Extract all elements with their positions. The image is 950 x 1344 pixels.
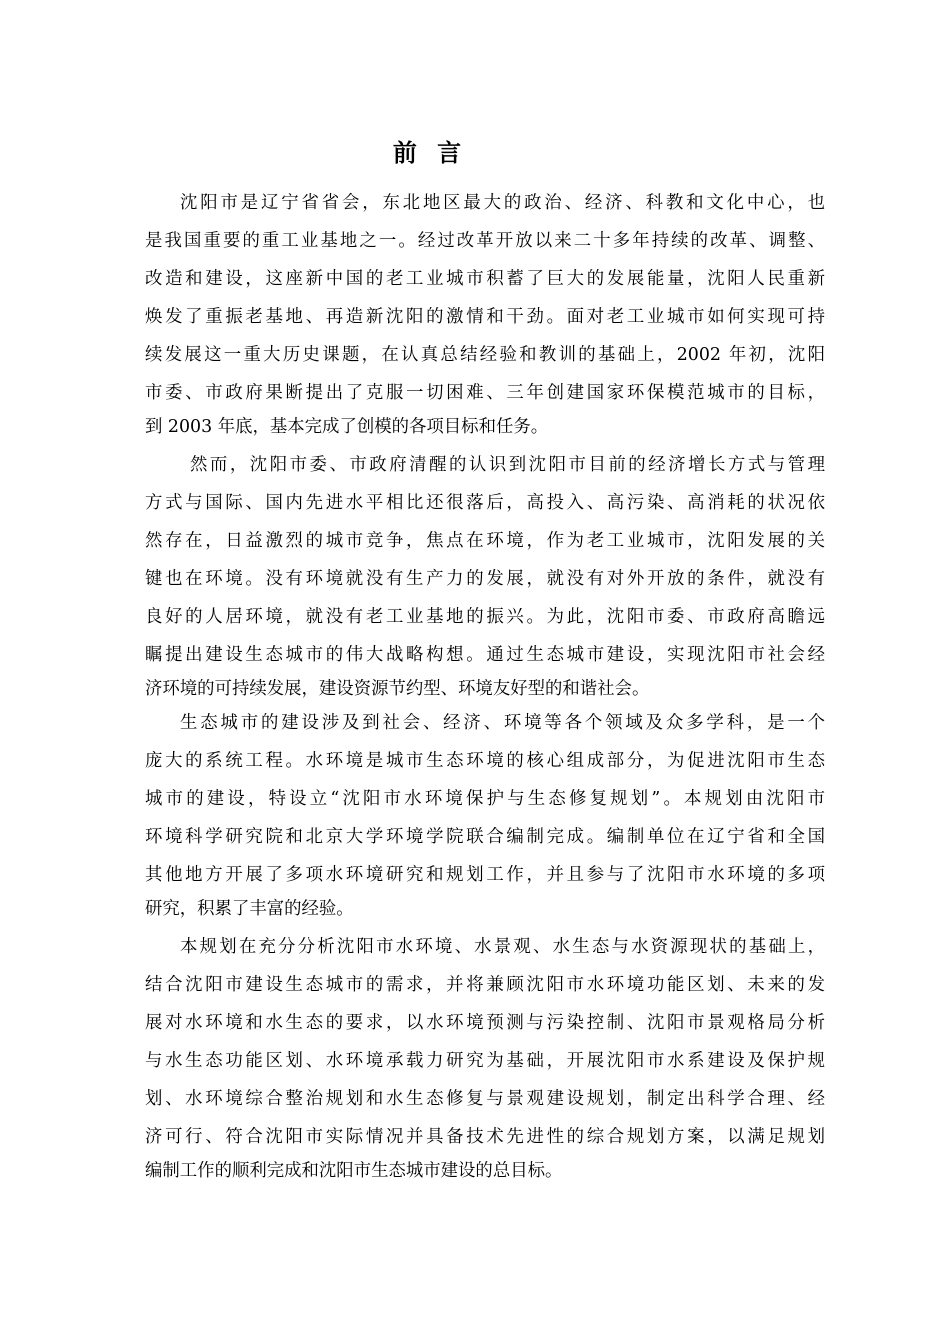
text-line: 沈阳市是辽宁省省会，东北地区最大的政治、经济、科教和文化中心，也 bbox=[180, 193, 825, 213]
text-line: 划、水环境综合整治规划和水生态修复与景观建设规划，制定出科学合理、经 bbox=[145, 1089, 825, 1109]
text-line: 结合沈阳市建设生态城市的需求，并将兼顾沈阳市水环境功能区划、未来的发 bbox=[145, 975, 825, 995]
page-title: 前 言 bbox=[392, 139, 468, 167]
text-line: 改造和建设，这座新中国的老工业城市积蓄了巨大的发展能量，沈阳人民重新 bbox=[145, 269, 825, 289]
text-line: 编制工作的顺利完成和沈阳市生态城市建设的总目标。 bbox=[145, 1161, 563, 1181]
text-line: 研究，积累了丰富的经验。 bbox=[145, 899, 354, 919]
text-line: 方式与国际、国内先进水平相比还很落后，高投入、高污染、高消耗的状况依 bbox=[145, 493, 825, 513]
text-line: 瞩提出建设生态城市的伟大战略构想。通过生态城市建设，实现沈阳市社会经 bbox=[145, 645, 825, 665]
text-line: 展对水环境和水生态的要求，以水环境预测与污染控制、沈阳市景观格局分析 bbox=[145, 1013, 825, 1033]
text-line: 键也在环境。没有环境就没有生产力的发展，就没有对外开放的条件，就没有 bbox=[145, 569, 825, 589]
text-line: 生态城市的建设涉及到社会、经济、环境等各个领域及众多学科，是一个 bbox=[180, 713, 825, 733]
text-line: 续发展这一重大历史课题，在认真总结经验和教训的基础上，2002 年初，沈阳 bbox=[145, 345, 825, 365]
text-line: 与水生态功能区划、水环境承载力研究为基础，开展沈阳市水系建设及保护规 bbox=[145, 1051, 825, 1071]
text-line: 庞大的系统工程。水环境是城市生态环境的核心组成部分，为促进沈阳市生态 bbox=[145, 751, 825, 771]
text-line: 到 2003 年底，基本完成了创模的各项目标和任务。 bbox=[145, 417, 549, 437]
text-line: 济环境的可持续发展，建设资源节约型、环境友好型的和谐社会。 bbox=[145, 679, 650, 699]
text-line: 良好的人居环境，就没有老工业基地的振兴。为此，沈阳市委、市政府高瞻远 bbox=[145, 607, 825, 627]
text-line: 然存在，日益激烈的城市竞争，焦点在环境，作为老工业城市，沈阳发展的关 bbox=[145, 531, 825, 551]
text-line: 城市的建设，特设立“沈阳市水环境保护与生态修复规划”。本规划由沈阳市 bbox=[145, 789, 825, 809]
text-line: 焕发了重振老基地、再造新沈阳的激情和干劲。面对老工业城市如何实现可持 bbox=[145, 307, 825, 327]
text-line: 其他地方开展了多项水环境研究和规划工作，并且参与了沈阳市水环境的多项 bbox=[145, 865, 825, 885]
text-line: 然而，沈阳市委、市政府清醒的认识到沈阳市目前的经济增长方式与管理 bbox=[190, 455, 825, 475]
text-line: 济可行、符合沈阳市实际情况并具备技术先进性的综合规划方案，以满足规划 bbox=[145, 1127, 825, 1147]
text-line: 本规划在充分分析沈阳市水环境、水景观、水生态与水资源现状的基础上， bbox=[180, 937, 825, 957]
text-line: 市委、市政府果断提出了克服一切困难、三年创建国家环保模范城市的目标， bbox=[145, 383, 825, 403]
text-line: 是我国重要的重工业基地之一。经过改革开放以来二十多年持续的改革、调整、 bbox=[145, 231, 825, 251]
text-line: 环境科学研究院和北京大学环境学院联合编制完成。编制单位在辽宁省和全国 bbox=[145, 827, 825, 847]
